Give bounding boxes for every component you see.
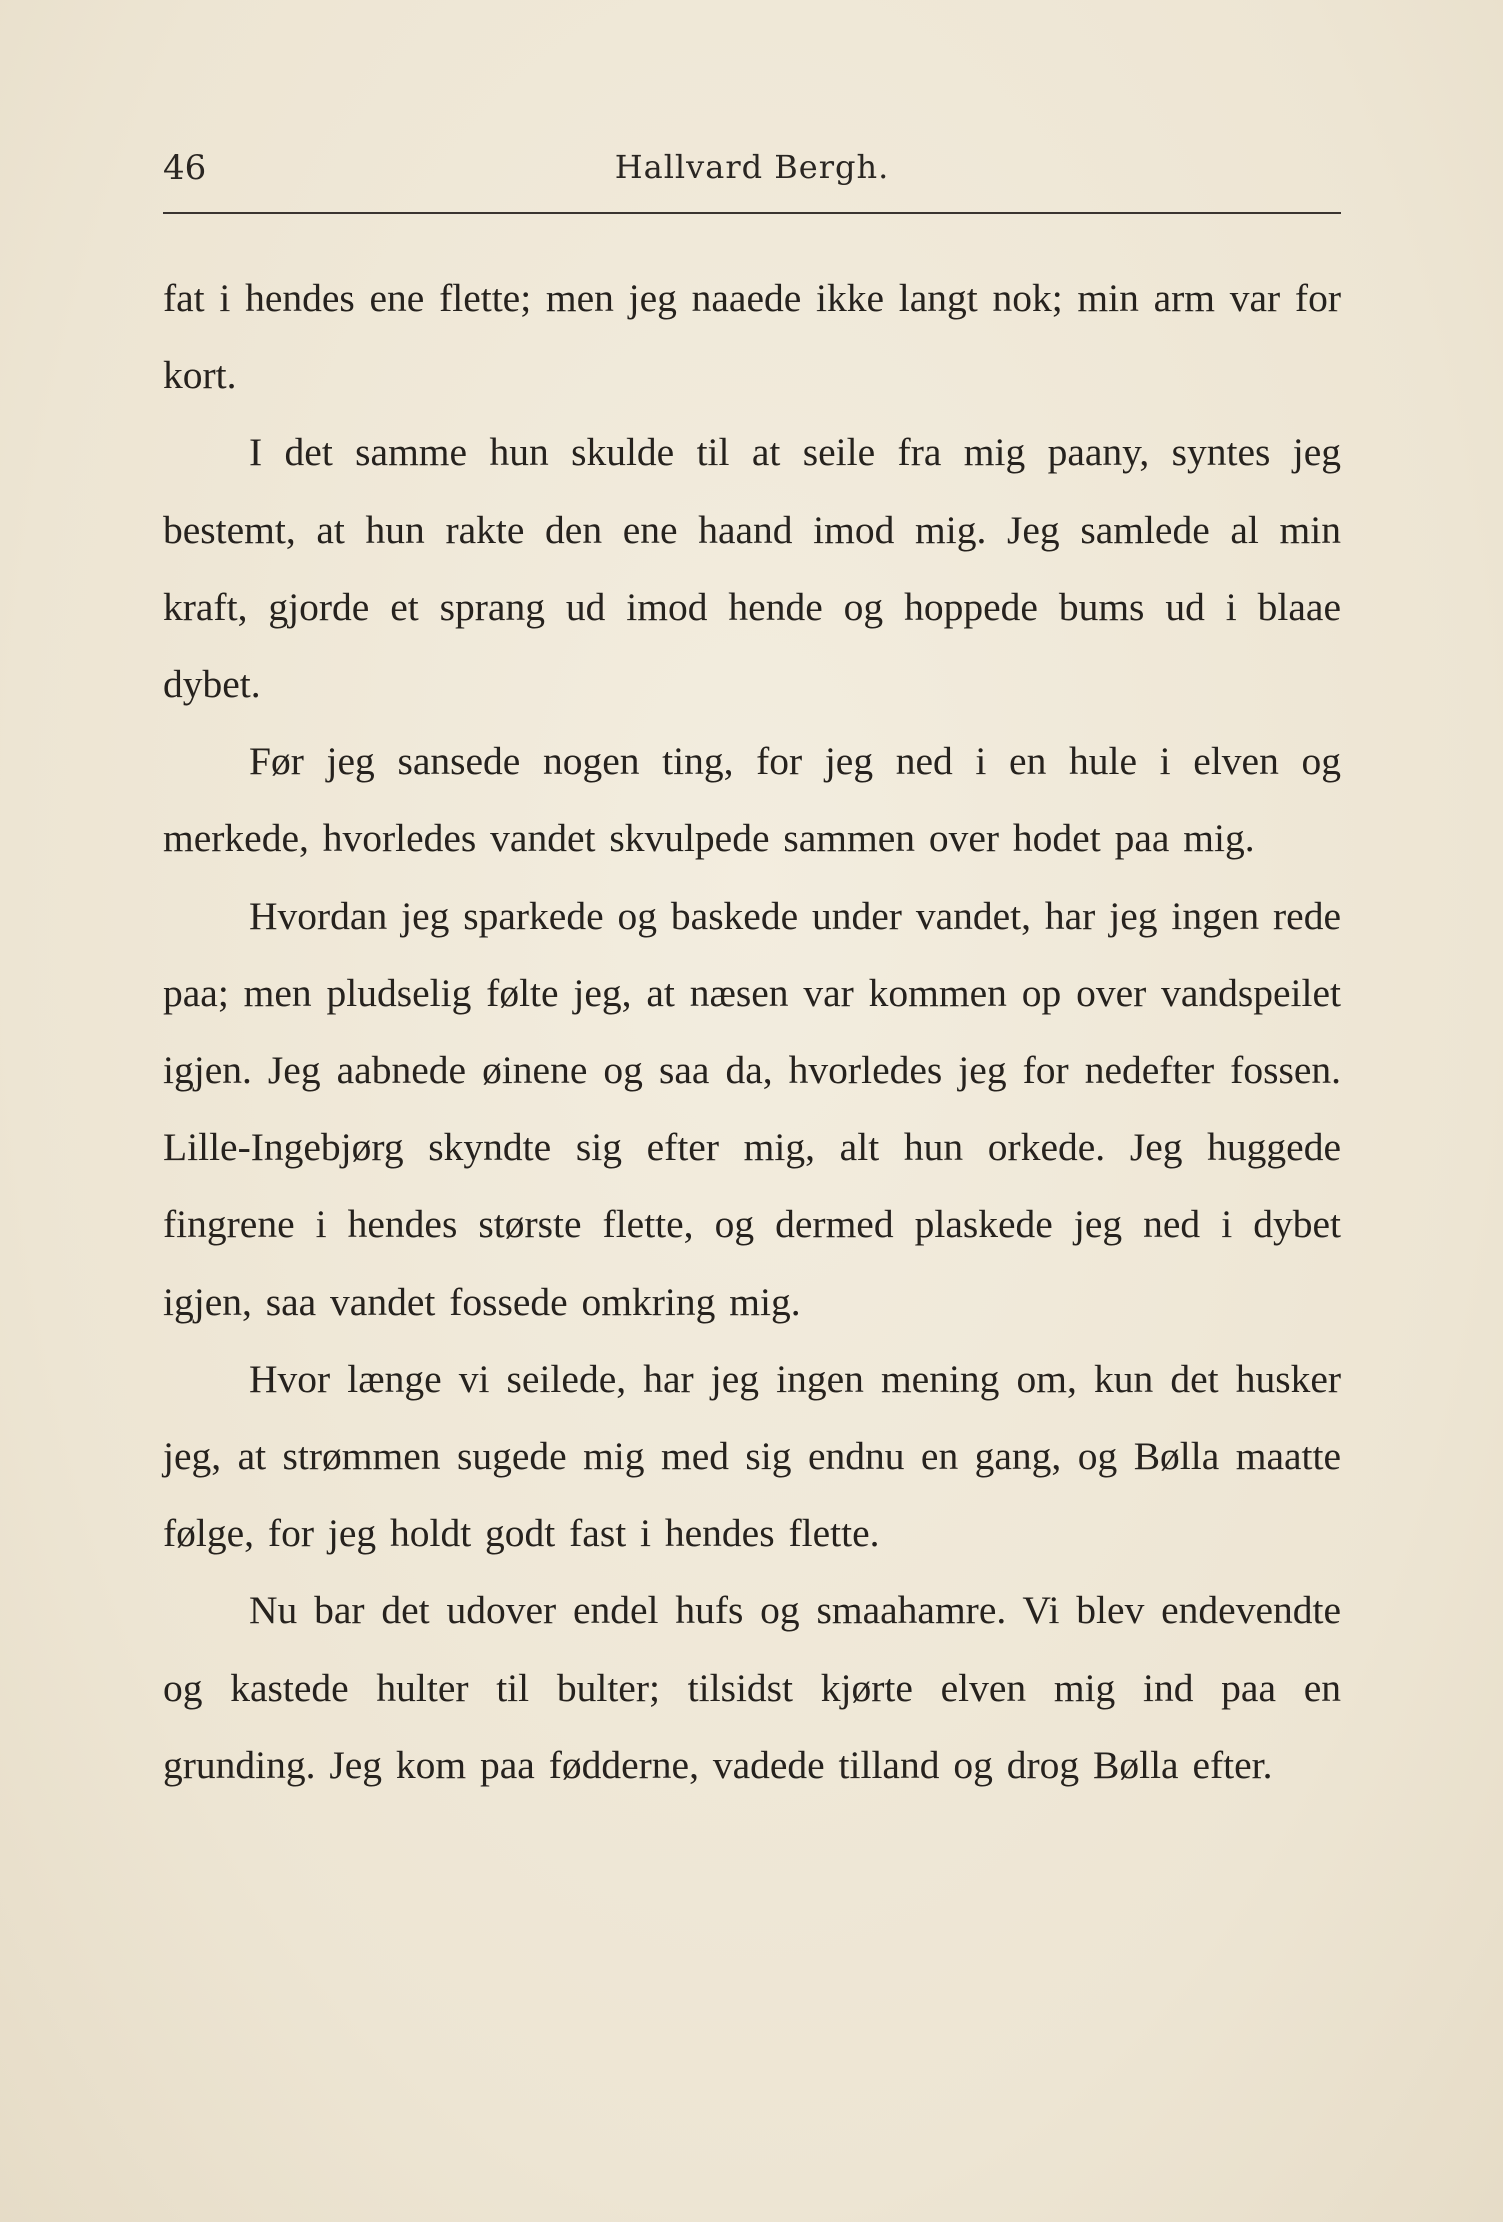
paragraph-6: Nu bar det udover endel hufs og smaahamre. Vi blev endevendte og kastede hulter til bulter; tilsidst kjørte elven mig ind paa en grunding. Jeg kom paa fødderne, vadede tilland og drog Bølla efter. bbox=[163, 1588, 1341, 1787]
header-rule bbox=[163, 212, 1341, 214]
paragraph-4: Hvordan jeg sparkede og baskede under vandet, har jeg ingen rede paa; men pludselig følte jeg, at næsen var kommen op over vandspeilet igjen. Jeg aabnede øinene og saa da, hvorledes jeg for nedefter fossen. Lille-Ingebjørg skyndte sig efter mig, alt hun orkede. Jeg huggede fingrene i hendes største flette, og dermed plaskede jeg ned i dybet igjen, saa vandet fossede omkring mig. bbox=[163, 893, 1341, 1324]
page-number: 46 bbox=[163, 148, 207, 188]
body-text bbox=[163, 260, 1341, 1804]
paragraph-5: Hvor længe vi seilede, har jeg ingen mening om, kun det husker jeg, at strømmen sugede mig med sig endnu en gang, og Bølla maatte følge, for jeg holdt godt fast i hendes flette. bbox=[163, 1356, 1341, 1556]
paragraph-3: Før jeg sansede nogen ting, for jeg ned i en hule i elven og merkede, hvorledes vandet skvulpede sammen over hodet paa mig. bbox=[163, 739, 1341, 861]
paragraph-1: fat i hendes ene flette; men jeg naaede ikke langt nok; min arm var for kort. bbox=[163, 276, 1341, 398]
running-title: Hallvard Bergh. bbox=[614, 148, 890, 186]
page-header bbox=[163, 148, 1341, 198]
paragraph-2: I det samme hun skulde til at seile fra mig paany, syntes jeg bestemt, at hun rakte den ene haand imod mig. Jeg samlede al min kraft, gjorde et sprang ud imod hende og hoppede bums ud i blaae dybet. bbox=[163, 430, 1341, 707]
